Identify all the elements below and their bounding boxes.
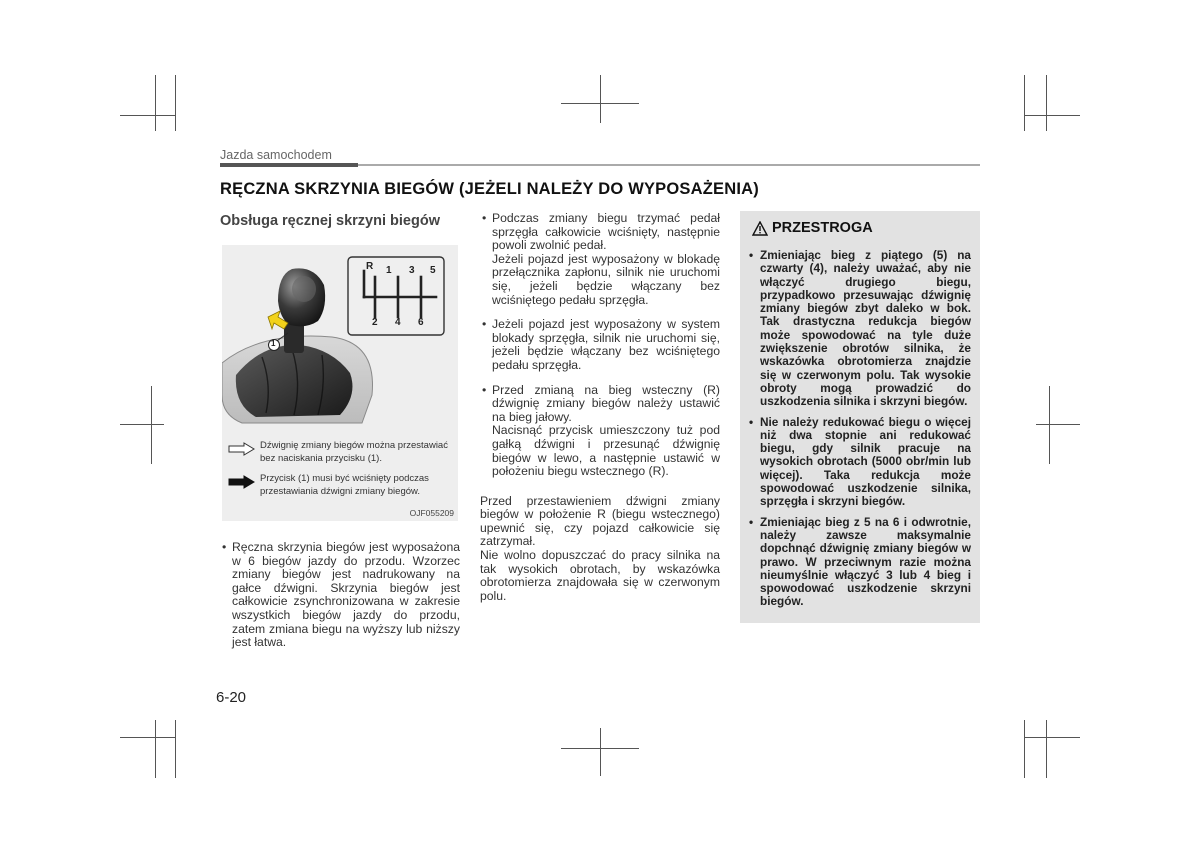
gear-label-4: 4	[395, 317, 401, 328]
gear-label-2: 2	[372, 317, 378, 328]
callout-number: 1	[271, 339, 276, 348]
caution-title: PRZESTROGA	[752, 220, 873, 236]
legend-text: Przycisk (1) musi być wciśnięty podczas przestawiania dźwigni zmiany biegów.	[260, 473, 429, 497]
gear-label-5: 5	[430, 265, 436, 276]
gear-label-1: 1	[386, 265, 392, 276]
bullet-paragraph: • Ręczna skrzynia biegów jest wyposażona w 6 biegów jazdy do przodu. Wzorzec zmiany biegów jest nadrukowany na gałce dźwigni. Skrzynia biegów jest całkowicie zsynchronizowana w zakresie wszystkich biegów jazdy do przodu, zatem zmiana biegu na wyższy lub niższy jest łatwa.	[220, 541, 460, 650]
middle-column	[480, 212, 720, 614]
solid-arrow-icon	[228, 475, 256, 489]
gear-label-r: R	[366, 261, 374, 272]
figure-code: OJF055209	[409, 508, 454, 518]
bullet-continuation: Nacisnąć przycisk umieszczony tuż pod gałką dźwigni i przesunąć dźwignię biegów w lewo, a następnie ustawić w położeniu biegu wstecznego (R).	[492, 423, 720, 479]
header-rule	[220, 163, 358, 167]
section-subheading: Obsługa ręcznej skrzyni biegów	[220, 213, 440, 229]
outline-arrow-icon	[228, 442, 256, 456]
legend-text: Dźwignię zmiany biegów można przestawiać bez naciskania przycisku (1).	[260, 440, 448, 464]
body-paragraph: Nie wolno dopuszczać do pracy silnika na tak wysokich obrotach, by wskazówka obrotomierza znajdowała się w czerwonym polu.	[480, 548, 720, 603]
page-number: 6-20	[216, 689, 247, 706]
legend-item	[228, 440, 456, 465]
section-label: Jazda samochodem	[220, 148, 332, 162]
caution-item: • Nie należy redukować biegu o więcej niż dwa stopnie ani redukować biegu, gdy silnik pracuje na wysokich obrotach (5000 obr/min lub więcej). Taka redukcja może spowodować uszkodzenie silnika, sprzęgła i skrzyni biegów.	[748, 416, 971, 509]
bullet-paragraph: • Przed zmianą na bieg wsteczny (R) dźwignię zmiany biegów należy ustawić na bieg jałowy.	[480, 384, 720, 425]
gear-label-3: 3	[409, 265, 415, 276]
bullet-paragraph: • Podczas zmiany biegu trzymać pedał sprzęgła całkowicie wciśnięty, następnie powoli zwolnić pedał.	[480, 212, 720, 253]
gear-label-6: 6	[418, 317, 424, 328]
gear-lever-illustration	[222, 245, 458, 430]
body-paragraph: Przed przestawieniem dźwigni zmiany biegów w położenie R (biegu wstecznego) upewnić się, czy pojazd całkowicie się zatrzymał.	[480, 493, 720, 549]
left-column	[220, 541, 460, 661]
gear-shift-figure	[222, 245, 458, 521]
bullet-continuation: Jeżeli pojazd jest wyposażony w blokadę przełącznika zapłonu, silnik nie uruchomi się, jeżeli będzie włączany bez wciśniętego pedału sprzęgła.	[492, 251, 720, 307]
caution-box	[740, 211, 980, 623]
page-heading: RĘCZNA SKRZYNIA BIEGÓW (JEŻELI NALEŻY DO WYPOSAŻENIA)	[220, 180, 759, 198]
caution-item: • Zmieniając bieg z 5 na 6 i odwrotnie, należy zawsze maksymalnie dopchnąć dźwignię zmiany biegów w prawo. W przeciwnym razie można nieumyślnie włączyć 3 lub 4 bieg i spowodować uszkodzenie skrzyni biegów.	[748, 516, 971, 609]
caution-body	[748, 249, 971, 616]
header-rule-light	[358, 164, 980, 166]
caution-item: • Zmieniając bieg z piątego (5) na czwarty (4), należy uważać, aby nie włączyć drugiego biegu, przypadkowo przesuwając dźwignię zmiany biegów zbyt daleko w bok. Tak drastyczna redukcja biegów może spowodować na tyle duże zwiększenie obrotów silnika, że wskazówka obrotomierza znajdzie się w czerwonym polu. Tak wysokie obroty mogą prowadzić do uszkodzenia silnika i skrzyni biegów.	[748, 249, 971, 409]
bullet-paragraph: • Jeżeli pojazd jest wyposażony w system blokady sprzęgła, silnik nie uruchomi się, jeżeli będzie włączany bez wciśniętego pedału sprzęgła.	[480, 318, 720, 372]
legend-item	[228, 473, 456, 498]
warning-triangle-icon	[752, 221, 768, 236]
